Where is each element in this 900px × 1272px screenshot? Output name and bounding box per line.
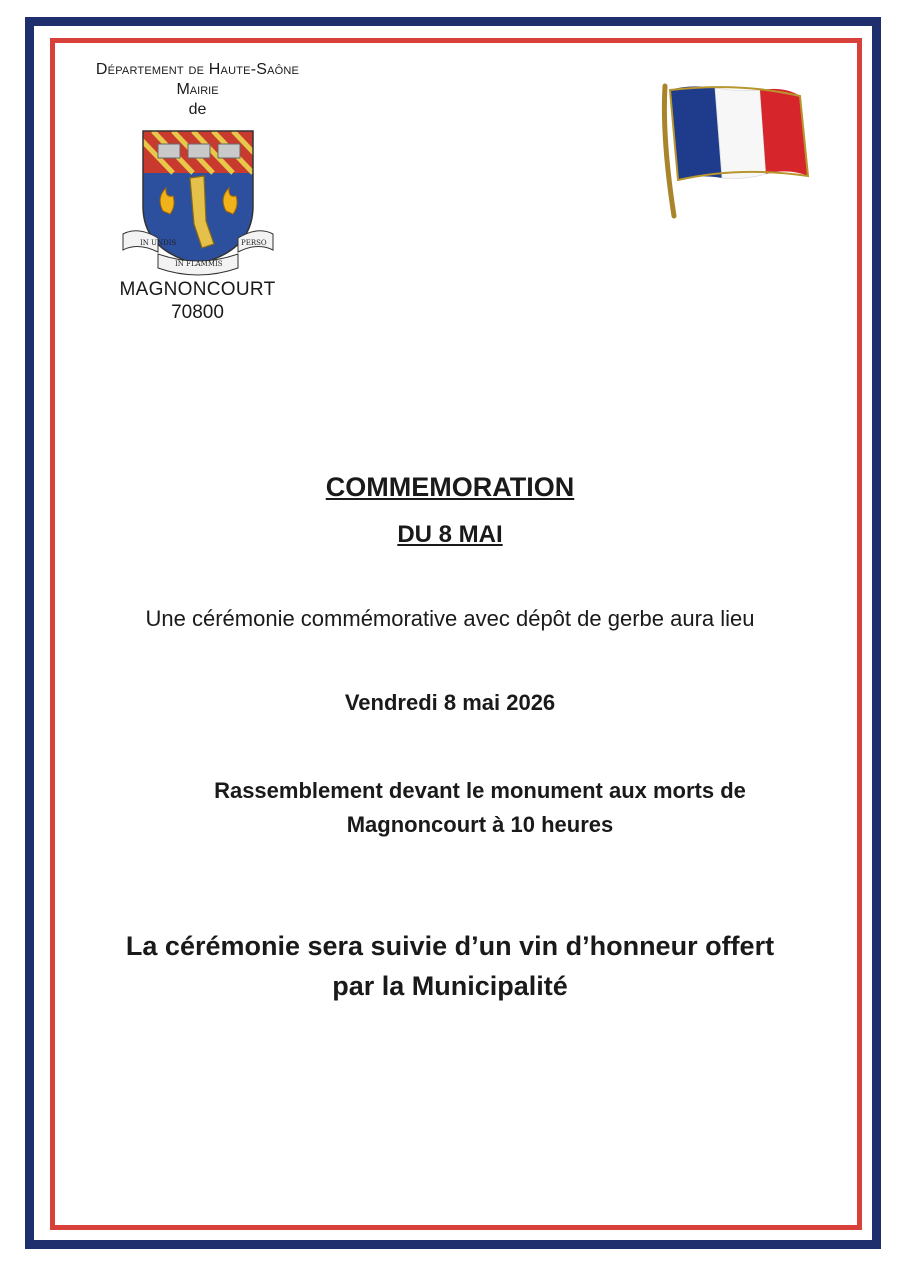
main-title: COMMEMORATION: [325, 472, 575, 502]
department-name: Département de Haute-Saône: [95, 61, 300, 78]
closing-line-1: La cérémonie sera suivie d’un vin d’honneur offert: [125, 931, 775, 961]
motto-bottom: IN FLAMMIS: [174, 260, 223, 268]
gathering-line-2: Magnoncourt à 10 heures: [346, 812, 614, 837]
closing-line-2: par la Municipalité: [332, 971, 568, 1001]
sub-title: DU 8 MAI: [397, 521, 503, 548]
gathering-info: [160, 774, 800, 842]
postcode: 70800: [171, 302, 224, 323]
mairie-label: Mairie: [176, 81, 219, 98]
closing-message: [80, 926, 820, 1006]
gathering-line-1: Rassemblement devant le monument aux morts de: [214, 778, 746, 803]
de-label: de: [188, 101, 207, 118]
ceremony-intro: Une cérémonie commémorative avec dépôt de gerbe aura lieu: [145, 606, 755, 631]
motto-left: IN UNDIS: [139, 239, 176, 247]
town-name: MAGNONCOURT: [119, 279, 276, 300]
ceremony-date: Vendredi 8 mai 2026: [344, 690, 556, 715]
coat-of-arms-icon: [118, 126, 278, 276]
french-flag-icon: [660, 78, 815, 223]
motto-right: PERSO: [240, 239, 267, 247]
letterhead: [70, 60, 325, 324]
